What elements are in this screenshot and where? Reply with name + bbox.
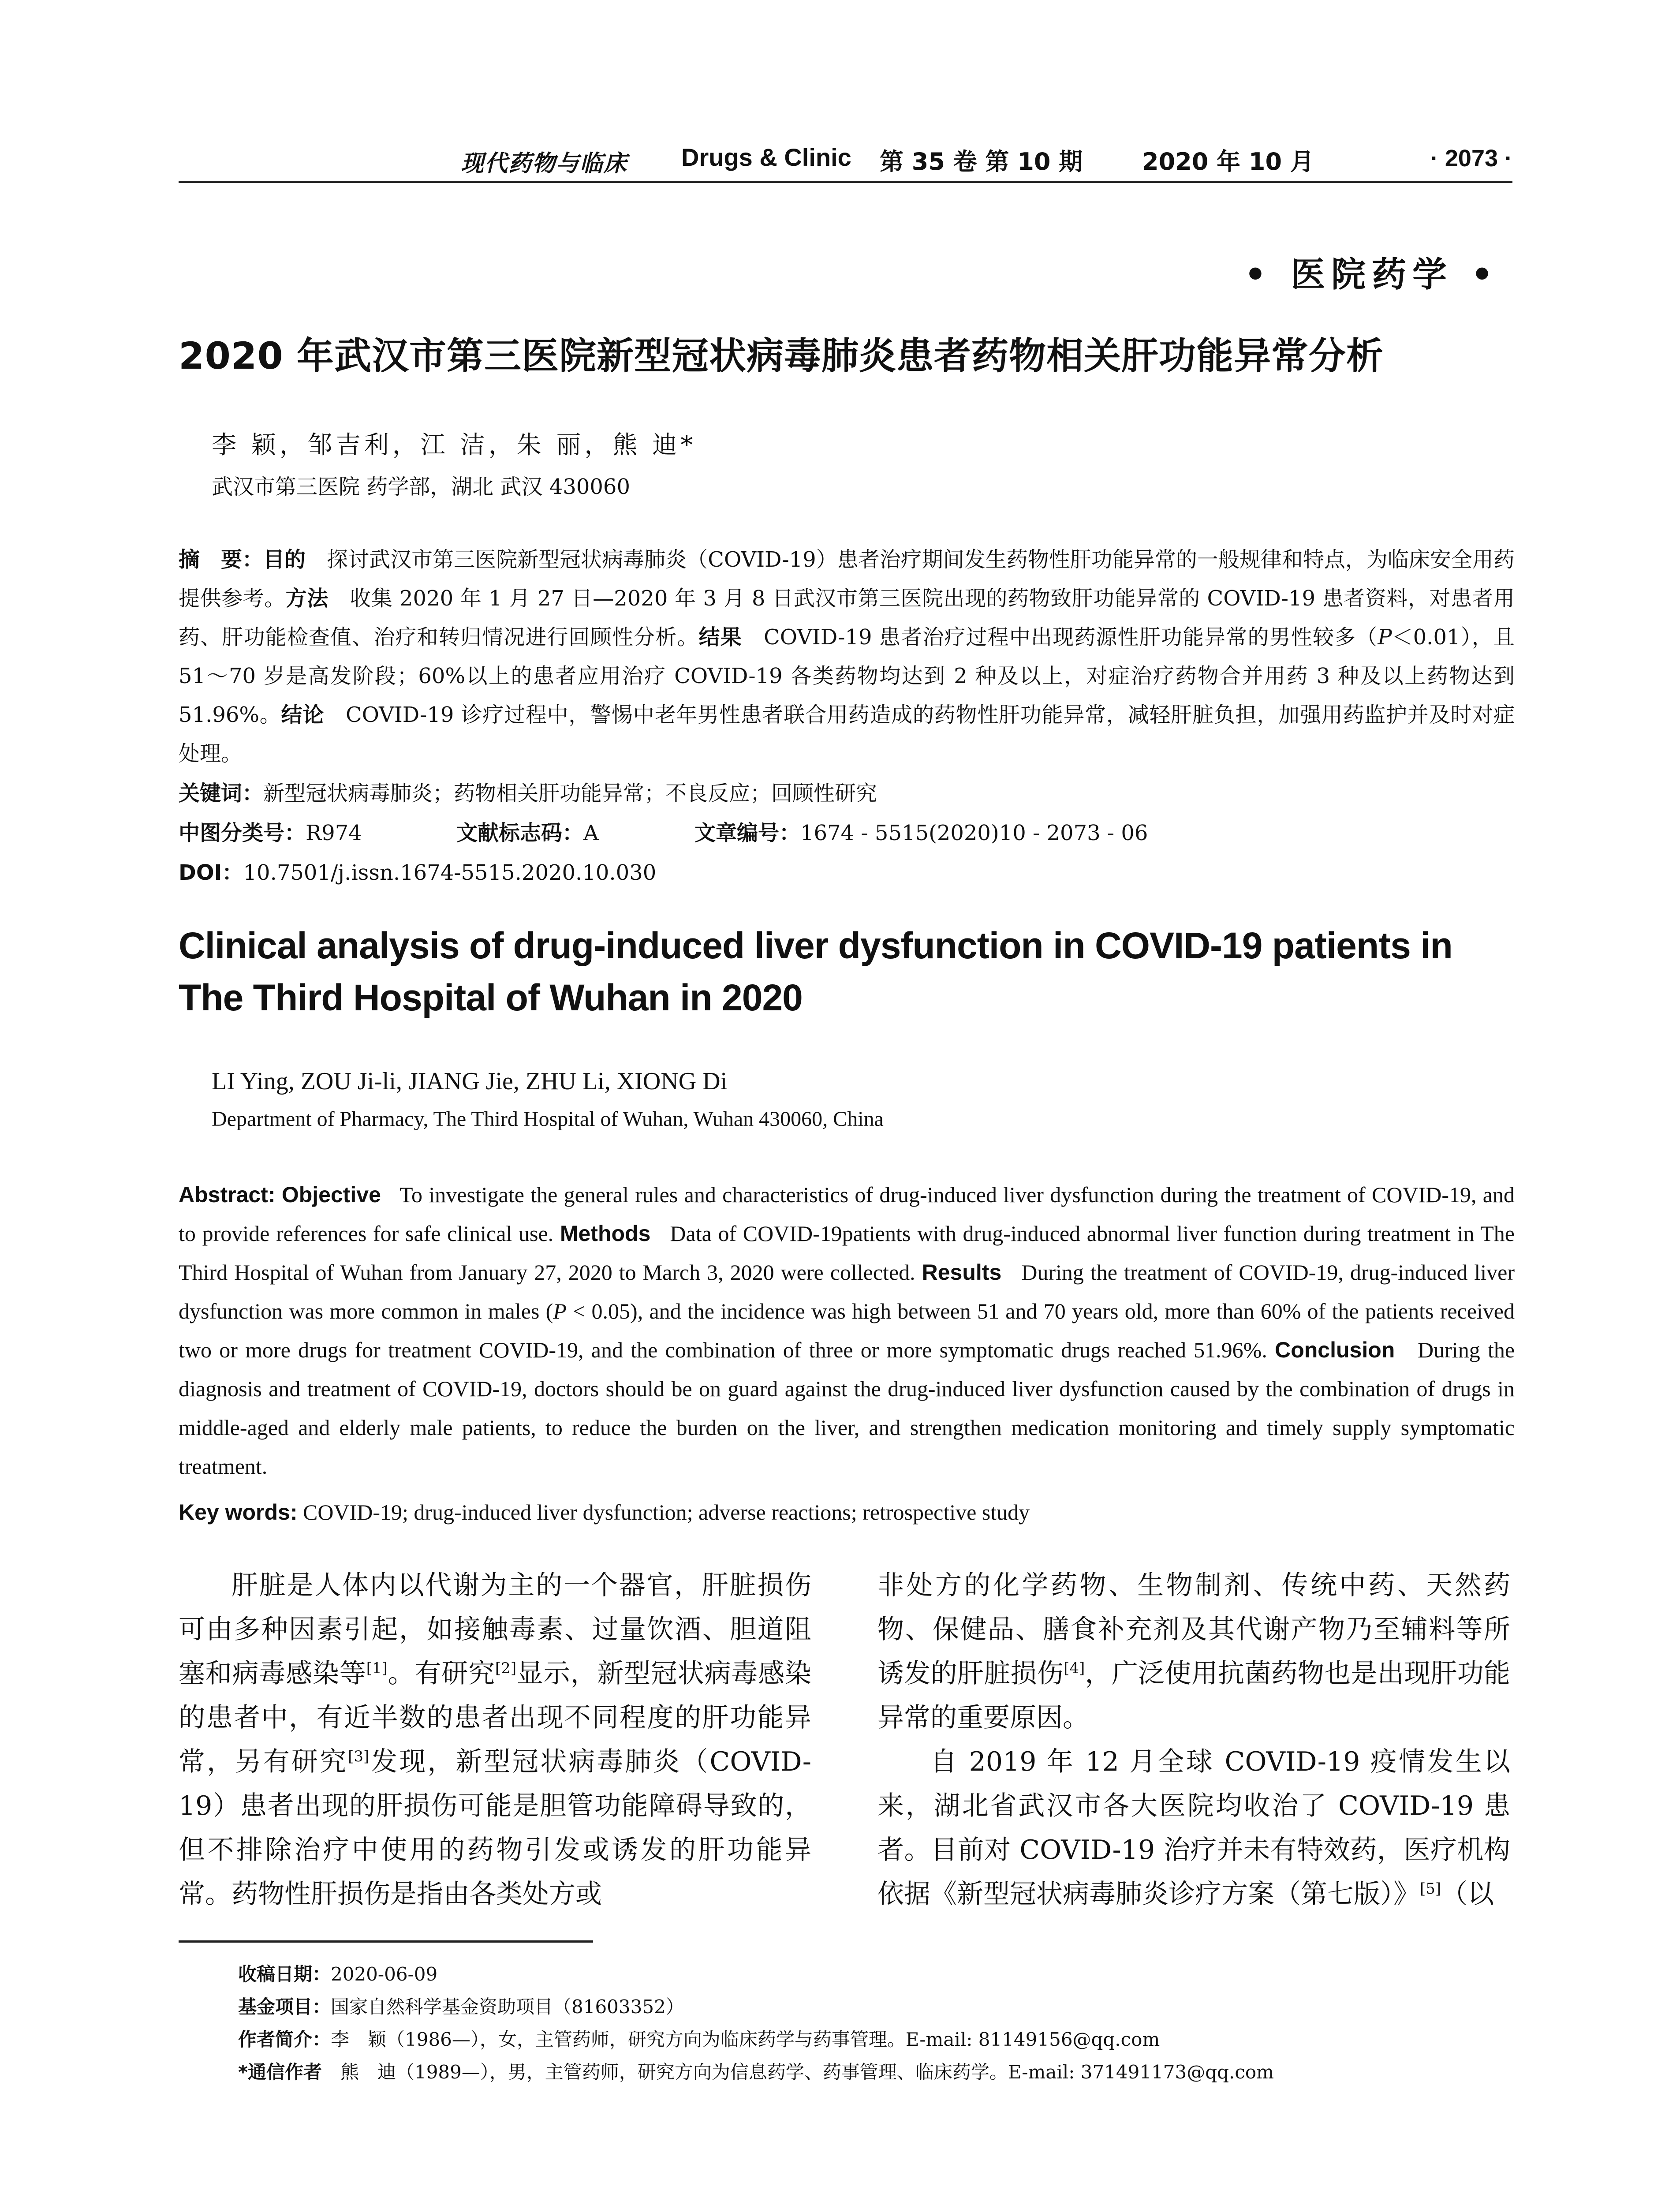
classification-line <box>179 816 1148 846</box>
keywords-cn <box>179 776 877 807</box>
results-label-cn: 结果 <box>698 625 742 650</box>
running-header <box>179 137 1512 183</box>
volume-issue: 第 35 卷 第 10 期 <box>880 148 1083 176</box>
body-paragraph <box>179 1563 811 1916</box>
methods-label-en: Methods <box>560 1221 651 1246</box>
body-text: 肝脏是人体内以代谢为主的一个器官，肝脏损伤可由多种因素引起，如接触毒素、过量饮酒、胆道阻塞和病毒感染等 <box>179 1570 811 1689</box>
results-text-en-a: During the treatment of COVID-19, drug-induced liver dysfunction was more common in males ( <box>179 1260 1515 1323</box>
footnote-label: 作者简介： <box>238 2029 331 2050</box>
keywords-text-en: COVID-19; drug-induced liver dysfunction; adverse reactions; retrospective study <box>303 1500 1030 1525</box>
footnote-label: *通信作者 <box>238 2061 322 2083</box>
body-paragraph <box>877 1563 1510 1740</box>
results-label-en: Results <box>922 1260 1002 1285</box>
reference-5[interactable]: [5] <box>1420 1880 1441 1898</box>
body-text: ，广泛使用抗菌药物也是出现肝功能异常的重要原因。 <box>877 1658 1510 1733</box>
body-paragraph <box>877 1740 1510 1916</box>
objective-label-cn: 目的 <box>263 547 306 572</box>
article-no: 1674 - 5515(2020)10 - 2073 - 06 <box>800 821 1148 845</box>
keywords-label-cn: 关键词： <box>179 781 264 806</box>
conclusion-text-cn: COVID-19 诊疗过程中，警惕中老年男性患者联合用药造成的药物性肝功能异常，减轻肝脏负担，加强用药监护并及时对症处理。 <box>179 703 1515 766</box>
body-column-right <box>877 1563 1510 1916</box>
footnote-label: 收稿日期： <box>238 1963 331 1985</box>
affiliation-en: Department of Pharmacy, The Third Hospital of Wuhan, Wuhan 430060, China <box>212 1107 884 1131</box>
page-number: · 2073 · <box>1430 145 1512 172</box>
footnote-rule <box>179 1940 593 1943</box>
results-text-en-b: < 0.05), and the incidence was high between 51 and 70 years old, more than 60% of the patients received two or more drugs for treatment COVID-19, and the combination of three or more symptomatic drugs reached 51.96%. <box>179 1299 1515 1362</box>
reference-4[interactable]: [4] <box>1064 1659 1085 1677</box>
doi-value: 10.7501/j.issn.1674-5515.2020.10.030 <box>243 860 657 885</box>
abstract-en <box>179 1175 1515 1486</box>
body-column-left <box>179 1563 811 1916</box>
footnote-received <box>238 1958 1517 1991</box>
doi-label: DOI： <box>179 860 243 885</box>
p-symbol-en: P <box>553 1299 567 1323</box>
reference-1[interactable]: [1] <box>366 1659 388 1677</box>
methods-text-en: Data of COVID-19patients with drug-induced abnormal liver function during treatment in The Third Hospital of Wuhan from January 27, 2020 to March 3, 2020 were collected. <box>179 1221 1515 1285</box>
abstract-label-en: Abstract: <box>179 1182 276 1207</box>
body-text: 。有研究 <box>387 1658 495 1689</box>
footnote-text: 熊 迪（1989—），男，主管药师，研究方向为信息药学、药事管理、临床药学。E-mail: 371491173@qq.com <box>340 2061 1274 2083</box>
body-text: 自 2019 年 12 月全球 COVID-19 疫情发生以来，湖北省武汉市各大医院均收治了 COVID-19 患者。目前对 COVID-19 治疗并未有特效药，医疗机构依据《新型冠状病毒肺炎诊疗方案（第七版）》 <box>877 1746 1510 1910</box>
keywords-text-cn: 新型冠状病毒肺炎；药物相关肝功能异常；不良反应；回顾性研究 <box>263 781 877 806</box>
footnote-text: 2020-06-09 <box>331 1963 438 1985</box>
abstract-label-cn: 摘 要： <box>179 547 264 572</box>
affiliation-cn: 武汉市第三医院 药学部，湖北 武汉 430060 <box>212 475 631 499</box>
issue-date: 2020 年 10 月 <box>1142 148 1314 176</box>
keywords-en <box>179 1499 1030 1525</box>
abstract-cn <box>179 540 1515 773</box>
results-text-cn-a: COVID-19 患者治疗过程中出现药源性肝功能异常的男性较多（ <box>764 625 1378 650</box>
footnote-fund <box>238 1991 1517 2023</box>
reference-3[interactable]: [3] <box>348 1748 370 1765</box>
conclusion-label-en: Conclusion <box>1275 1338 1395 1362</box>
journal-name-en: Drugs & Clinic <box>681 143 851 171</box>
column-tag: • 医院药学 • <box>1244 254 1499 295</box>
reference-2[interactable]: [2] <box>495 1659 517 1677</box>
doi-line <box>179 856 656 886</box>
body-text: （以 <box>1441 1879 1494 1910</box>
footnote-label: 基金项目： <box>238 1996 331 2018</box>
footnote-text: 国家自然科学基金资助项目（81603352） <box>331 1996 684 2018</box>
clc-code: R974 <box>306 821 362 845</box>
footnotes <box>238 1958 1517 2089</box>
methods-text-cn: 收集 2020 年 1 月 27 日—2020 年 3 月 8 日武汉市第三医院出现的药物致肝功能异常的 COVID-19 患者资料，对患者用药、肝功能检查值、治疗和转归情况进行回顾性分析。 <box>179 586 1515 650</box>
authors-en: LI Ying, ZOU Ji-li, JIANG Jie, ZHU Li, XIONG Di <box>212 1068 728 1095</box>
methods-label-cn: 方法 <box>285 586 329 611</box>
journal-name-cn: 现代药物与临床 <box>461 150 628 177</box>
title-en: Clinical analysis of drug-induced liver dysfunction in COVID-19 patients in The Third Hospital of Wuhan in 2020 <box>179 925 1452 1018</box>
footnote-corresponding <box>238 2056 1517 2089</box>
footnote-text: 李 颖（1986—），女，主管药师，研究方向为临床药学与药事管理。E-mail: 81149156@qq.com <box>331 2029 1160 2050</box>
authors-cn: 李 颖，邹吉利，江 洁，朱 丽，熊 迪* <box>212 431 697 460</box>
keywords-label-en: Key words: <box>179 1500 298 1525</box>
conclusion-label-cn: 结论 <box>281 703 325 727</box>
clc-label: 中图分类号： <box>179 821 306 845</box>
body-text: 发现，新型冠状病毒肺炎（COVID-19）患者出现的肝损伤可能是胆管功能障碍导致的，但不排除治疗中使用的药物引发或诱发的肝功能异常。药物性肝损伤是指由各类处方或 <box>179 1746 812 1910</box>
results-text-cn-b: ＜0.01），且 51～70 岁是高发阶段；60%以上的患者应用治疗 COVID-19 各类药物均达到 2 种及以上，对症治疗药物合并用药 3 种及以上药物达到 51.96%。 <box>179 625 1515 727</box>
footnote-author <box>238 2023 1517 2056</box>
doc-code-label: 文献标志码： <box>456 821 584 845</box>
title-cn: 2020 年武汉市第三医院新型冠状病毒肺炎患者药物相关肝功能异常分析 <box>179 334 1384 377</box>
article-no-label: 文章编号： <box>694 821 801 845</box>
objective-text-en: To investigate the general rules and characteristics of drug-induced liver dysfunction during the treatment of COVID-19, and to provide references for safe clinical use. <box>179 1182 1515 1246</box>
objective-label-en: Objective <box>281 1182 381 1207</box>
body-text: 非处方的化学药物、生物制剂、传统中药、天然药物、保健品、膳食补充剂及其代谢产物乃至辅料等所诱发的肝脏损伤 <box>877 1570 1510 1689</box>
doc-code: A <box>583 821 599 845</box>
objective-text-cn: 探讨武汉市第三医院新型冠状病毒肺炎（COVID-19）患者治疗期间发生药物性肝功能异常的一般规律和特点，为临床安全用药提供参考。 <box>179 547 1515 611</box>
body-text: 显示，新型冠状病毒感染的患者中，有近半数的患者出现不同程度的肝功能异常，另有研究 <box>179 1658 812 1777</box>
conclusion-text-en: During the diagnosis and treatment of COVID-19, doctors should be on guard against the drug-induced liver dysfunction caused by the combination of drugs in middle-aged and elderly male patients, to reduce the burden on the liver, and strengthen medication monitoring and timely supply symptomatic treatment. <box>179 1338 1515 1479</box>
p-symbol-cn: P <box>1378 625 1392 650</box>
